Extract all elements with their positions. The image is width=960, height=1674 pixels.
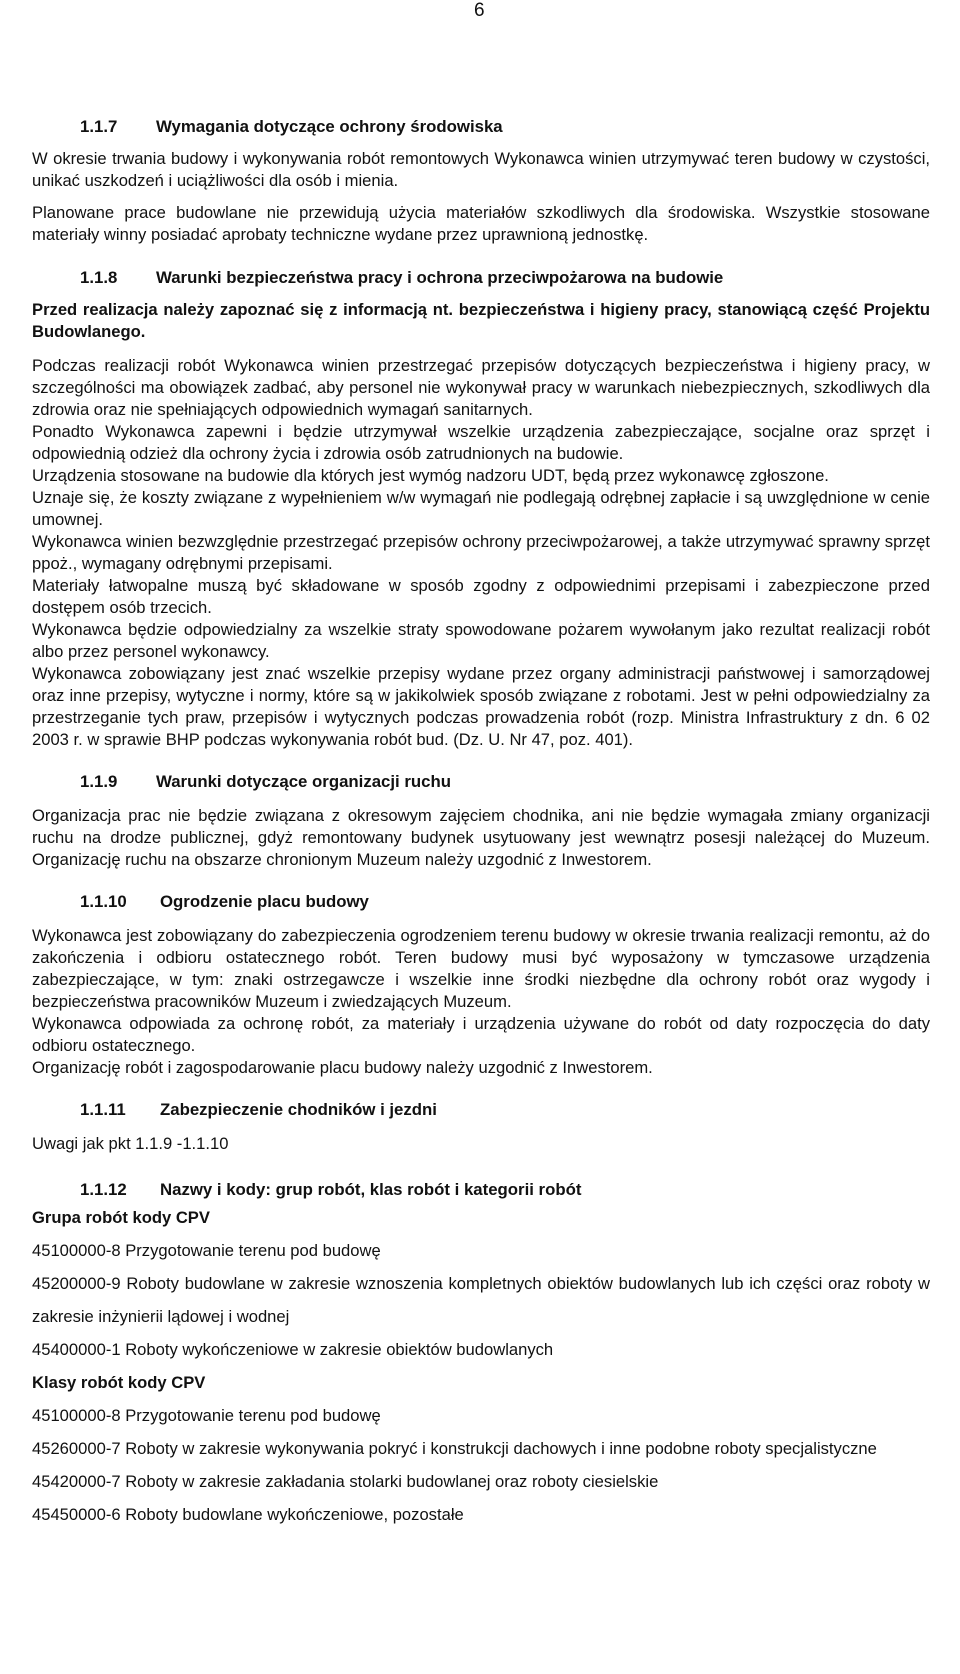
section-title: Nazwy i kody: grup robót, klas robót i kategorii robót: [160, 1180, 582, 1199]
list-item: 45450000-6 Roboty budowlane wykończeniowe, pozostałe: [32, 1505, 464, 1524]
section-heading-1-1-10: [32, 891, 930, 913]
section-heading-1-1-9: [32, 771, 930, 793]
list-item: 45200000-9 Roboty budowlane w zakresie wznoszenia kompletnych obiektów budowlanych lub ich części oraz roboty w zakresie inżynierii lądowej i wodnej: [32, 1274, 930, 1326]
section-title: Zabezpieczenie chodników i jezdni: [160, 1100, 437, 1119]
section-title: Warunki dotyczące organizacji ruchu: [156, 772, 451, 791]
paragraph: Organizację robót i zagospodarowanie placu budowy należy uzgodnić z Inwestorem.: [32, 1058, 653, 1077]
paragraph: Ponadto Wykonawca zapewni i będzie utrzymywał wszelkie urządzenia zabezpieczające, socjalne oraz sprzęt i odpowiednią odzież dla ochrony życia i zdrowia osób zatrudnionych na budowie.: [32, 422, 930, 463]
list-item: 45400000-1 Roboty wykończeniowe w zakresie obiektów budowlanych: [32, 1340, 554, 1359]
paragraph: Materiały łatwopalne muszą być składowane w sposób zgodny z odpowiednimi przepisami i zabezpieczone przed dostępem osób trzecich.: [32, 576, 930, 617]
bold-notice: Przed realizacja należy zapoznać się z informacją nt. bezpieczeństwa i higieny pracy, stanowiącą część Projektu Budowlanego.: [32, 300, 930, 341]
section-number: 1.1.7: [80, 117, 118, 136]
section-number: 1.1.8: [80, 268, 118, 287]
paragraph: Urządzenia stosowane na budowie dla których jest wymóg nadzoru UDT, będą przez wykonawcę zgłoszone.: [32, 466, 829, 485]
classes-heading: Klasy robót kody CPV: [32, 1373, 206, 1392]
paragraph: Organizacja prac nie będzie związana z okresowym zajęciem chodnika, ani nie będzie wymagała zmiany organizacji ruchu na drodze publicznej, gdyż remontowany budynek usytuowany jest wewnątrz posesji należącej do Muzeum. Organizację ruchu na obszarze chronionym Muzeum należy uzgodnić z Inwestorem.: [32, 806, 930, 869]
section-heading-1-1-7: [32, 116, 930, 138]
paragraph: Wykonawca winien bezwzględnie przestrzegać przepisów ochrony przeciwpożarowej, a także utrzymywać sprawny sprzęt ppoż., wymagany odrębnymi przepisami.: [32, 532, 930, 573]
paragraph: Uznaje się, że koszty związane z wypełnieniem w/w wymagań nie podlegają odrębnej zapłacie i są uwzględnione w cenie umownej.: [32, 488, 930, 529]
paragraph: Wykonawca zobowiązany jest znać wszelkie przepisy wydane przez organy administracji państwowej i samorządowej oraz inne przepisy, wytyczne i normy, które są w jakikolwiek sposób związane z robotami. Jest w pełni odpowiedzialny za przestrzeganie tych praw, przepisów i wytycznych podczas prowadzenia robót (rozp. Ministra Infrastruktury z dn. 6 02 2003 r. w sprawie BHP podczas wykonywania robót bud. (Dz. U. Nr 47, poz. 401).: [32, 664, 930, 749]
paragraph: W okresie trwania budowy i wykonywania robót remontowych Wykonawca winien utrzymywać teren budowy w czystości, unikać uszkodzeń i uciążliwości dla osób i mienia.: [32, 149, 930, 190]
section-number: 1.1.12: [80, 1180, 127, 1199]
section-number: 1.1.11: [80, 1100, 126, 1119]
section-heading-1-1-8: [32, 267, 930, 289]
document-content: [32, 116, 930, 1531]
section-title: Wymagania dotyczące ochrony środowiska: [156, 117, 503, 136]
list-item: 45100000-8 Przygotowanie terenu pod budowę: [32, 1406, 381, 1425]
section-number: 1.1.10: [80, 892, 127, 911]
cpv-code-list: [32, 1201, 930, 1531]
groups-heading: Grupa robót kody CPV: [32, 1208, 210, 1227]
section-heading-1-1-12: [32, 1179, 930, 1201]
paragraph: Uwagi jak pkt 1.1.9 -1.1.10: [32, 1134, 229, 1153]
section-title: Warunki bezpieczeństwa pracy i ochrona przeciwpożarowa na budowie: [156, 268, 724, 287]
list-item: 45260000-7 Roboty w zakresie wykonywania pokryć i konstrukcji dachowych i inne podobne roboty specjalistyczne: [32, 1439, 877, 1458]
paragraph: Wykonawca odpowiada za ochronę robót, za materiały i urządzenia używane do robót od daty rozpoczęcia do daty odbioru ostatecznego.: [32, 1014, 930, 1055]
page-number: 6: [474, 0, 485, 21]
paragraph: Podczas realizacji robót Wykonawca winien przestrzegać przepisów dotyczących bezpieczeństwa i higieny pracy, w szczególności ma obowiązek zadbać, aby personel nie wykonywał pracy w warunkach niebezpiecznych, szkodliwych dla zdrowia oraz nie spełniających odpowiednich wymagań sanitarnych.: [32, 356, 930, 419]
section-title: Ogrodzenie placu budowy: [160, 892, 369, 911]
paragraph: Wykonawca będzie odpowiedzialny za wszelkie straty spowodowane pożarem wywołanym jako rezultat realizacji robót albo przez personel wykonawcy.: [32, 620, 930, 661]
list-item: 45420000-7 Roboty w zakresie zakładania stolarki budowlanej oraz roboty ciesielskie: [32, 1472, 659, 1491]
section-heading-1-1-11: [32, 1099, 930, 1121]
section-number: 1.1.9: [80, 772, 118, 791]
paragraph: Wykonawca jest zobowiązany do zabezpieczenia ogrodzeniem terenu budowy w okresie trwania realizacji remontu, aż do zakończenia i odbioru ostatecznego robót. Teren budowy musi być wyposażony w tymczasowe urządzenia zabezpieczające, w tym: znaki ostrzegawcze i wszelkie inne środki niezbędne dla ochrony robót oraz wygody i bezpieczeństwa pracowników Muzeum i zwiedzających Muzeum.: [32, 926, 930, 1011]
paragraph: Planowane prace budowlane nie przewidują użycia materiałów szkodliwych dla środowiska. Wszystkie stosowane materiały winny posiadać aprobaty techniczne wydane przez uprawnioną jednostkę.: [32, 203, 930, 244]
list-item: 45100000-8 Przygotowanie terenu pod budowę: [32, 1241, 381, 1260]
